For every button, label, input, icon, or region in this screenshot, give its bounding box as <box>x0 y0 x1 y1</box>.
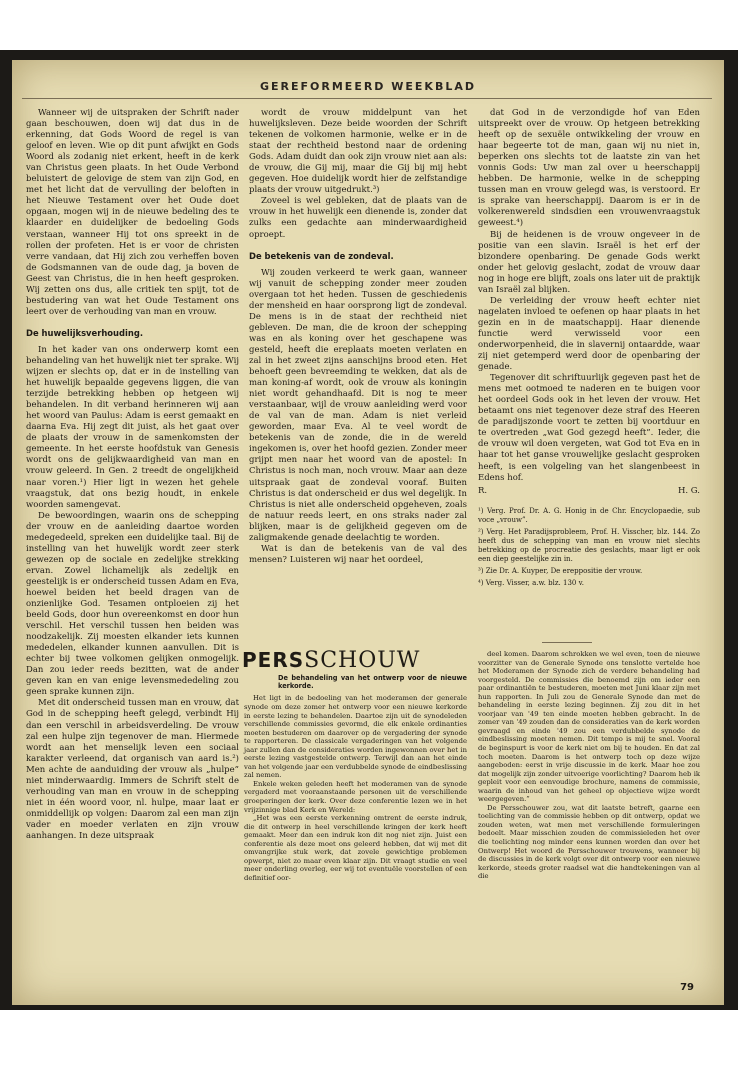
footnote-4: ⁴) Verg. Visser, a.w. blz. 130 v. <box>478 578 584 587</box>
persschouw-title-schouw: SCHOUW <box>304 648 421 673</box>
persschouw-right-paragraph-2: De Persschouwer zou, wat dit laatste betreft, gaarne een toelichting van de commissie hebben op dit ontwerp, opdat we zouden weten, wat men met verschillende formuleringen bedoelt. Maar misschien zouden de commissieleden het over die toelichting nog minder eens kunnen worden dan over het Ontwerp! Het woord de Persschouwer trouwens, wanneer bij de discussies in de kerk volgt over dit ontwerp voor een nieuwe kerkorde, steeds groter raadsel wat die handtekeningen van al die <box>478 803 700 881</box>
col2-heading-zondeval: De betekenis van de zondeval. <box>249 250 394 261</box>
column-1 <box>26 108 239 842</box>
col2-paragraph-2: Zoveel is wel gebleken, dat de plaats van de vrouw in het huwelijk een dienende is, zonder dat zulks een gedachte aan minderwaardigheid oproept. <box>249 196 467 240</box>
col3-paragraph-4: Tegenover dit schriftuurlijk gegeven past het de mens met ootmoed te naderen en te buigen voor het oordeel Gods ook in het leven der vrouw. Het betaamt ons niet tegenover deze straf des Heeren de paradijszonde voort te zetten bij voortduur en te overtreden „wat God gezegd heeft”. Ieder, die de vrouw wil doen vergeten, wat God tot Eva en in haar tot het ganse vrouwelijke geslacht gesproken heeft, is een volgeling van het slangenbeest in Edens hof. <box>478 373 700 483</box>
magazine-page <box>12 60 724 1005</box>
page-header: GEREFORMEERD WEEKBLAD <box>260 80 476 93</box>
col1-paragraph-2: In het kader van ons onderwerp komt een behandeling van het huwelijk niet ter sprake. Wij wijzen er slechts op, dat er in de instelling van het huwelijk bepaalde gegevens liggen, die van terzijde betrekking hebben op hetgeen wij behandelen. In dit verband herinneren wij aan het woord van Paulus: Adam is eerst gemaakt en daarna Eva. Hij zegt dit juist, als het gaat over de plaats der vrouw in de samenkomsten der gemeente. In het eerste hoofdstuk van Genesis wordt ons de gelijkwaardigheid van man en vrouw geleerd. In Gen. 2 treedt de ongelijkheid naar voren.¹) Hier ligt in wezen het gehele vraagstuk, dat ons bezig houdt, in enkele woorden samengevat. <box>26 344 239 510</box>
col2-paragraph-3: Wij zouden verkeerd te werk gaan, wanneer wij vanuit de schepping zonder meer zouden overgaan tot het heden. Tussen de geschiedenis der mensheid en haar oorsprong ligt de zondeval. De mens is in de staat der rechtheid niet gebleven. De man, die de kroon der schepping was en als koning over het geschapene was gesteld, heeft die ereplaats moeten verlaten en zal in het zweet zijns aanschijns brood eten. Het behoeft geen bevreemding te wekken, dat als de man koning-af wordt, ook de vrouw als koningin niet wordt gehandhaafd. Dit is nog te meer verstaanbaar, wijl de vrouw aanleiding werd voor de val van de man. Adam is niet verleid geworden, maar Eva. Al te veel wordt de betekenis van de zonde, die in de wereld ingekomen is, over het hoofd gezien. Zonder meer grijpt men naar het woord van de apostel: In Christus is noch man, noch vrouw. Maar aan deze uitspraak gaat de zondeval vooraf. Buiten Christus is dat onderscheid er dus wel degelijk. In Christus is niet alle onderscheid opgeheven, zoals de natuur reeds leert, en ons straks nader zal blijken, maar is de gelijkheid gegeven om de zaligmakende genade deelachtig te worden. <box>249 267 467 543</box>
col1-paragraph-1: Wanneer wij de uitspraken der Schrift nader gaan beschouwen, doen wij dat dus in de erkenning, dat Gods Woord de regel is van geloof en leven. Wie op dit punt afwijkt en Gods Woord als zodanig niet erkent, heeft in de kerk van Christus geen plaats. In het Oude Verbond beluistert de gelovige de stem van zijn God, en met het licht dat de vervulling der beloften in het Nieuwe Testament over het Oude doet opgaan, mogen wij in de nieuwe bedeling des te klaarder en duidelijker de bedoeling Gods verstaan, wanneer Hij tot ons spreekt in de rollen der profeten. Het is er voor de christen verre vandaan, dat Hij zich zou verheffen boven de Godsmannen van de oude dag, ja boven de Geest van Christus, die in hen heeft gesproken. Wij zetten ons dus, alle critiek ten spijt, tot de bestudering van wat het Oude Testament ons leert over de verhouding van man en vrouw. <box>26 108 239 317</box>
header-rule <box>22 98 712 99</box>
persschouw-left-paragraph-3: „Het was een eerste verkenning omtrent de eerste indruk, die dit ontwerp in heel verschillende kringen der kerk heeft gemaakt. Meer dan een indruk kon dit nog niet zijn. Juist een conferentie als deze moet ons geleerd hebben, dat wij met dit omvangrijke stuk werk, dat zovele gewichtige problemen opwerpt, niet zo maar even klaar zijn. Dit vraagt studie en veel meer onderling overleg, eer wij tot eventuële voorstellen of een definitief oor- <box>244 814 467 882</box>
signature-line <box>478 486 700 497</box>
persschouw-title-pers: PERS <box>242 648 305 672</box>
col2-paragraph-1: wordt de vrouw middelpunt van het huwelijksleven. Deze beide woorden der Schrift tekenen de volkomen harmonie, welke er in de staat der rechtheid bestond naar de ordening Gods. Adam duidt dan ook zijn vrouw niet aan als: de vrouw, die Gij mij, maar die Gij bij mij hebt gegeven. Hoe duidelijk wordt hier de zelfstandige plaats der vrouw uitgedrukt.³) <box>249 108 467 196</box>
footnotes <box>478 507 700 588</box>
persschouw-subhead: De behandeling van het ontwerp voor de nieuwe kerkorde. <box>278 674 467 691</box>
col1-heading-huwelijksverhouding: De huwelijksverhouding. <box>26 327 144 338</box>
persschouw-right-paragraph-1: deel komen. Daarom schrokken we wel even, toen de nieuwe voorzitter van de Generale Synode ons tenslotte vertelde hoe het Moderamen der Synode zich de verdere behandeling had voorgesteld. De commissies die benoemd zijn om ieder een paar ordinantiën te bestuderen, moeten met Juni klaar zijn met hun rapporten. In Juli zou de Generale Synode dan met de behandeling in eerste lezing beginnen. Zij zou dit in het voorjaar van '49 ten einde moeten hebben gebracht. In de zomer van '49 zouden dan de consideraties van de kerk worden gevraagd en einde '49 zou een verdubbelde synode de eindbeslissing moeten nemen. Dit tempo is mij te snel. Vooral de beginspurt is voor de kerk niet om bij te houden. En dat zal toch moeten. Daarom is het ontwerp toch op deze wijze aangeboden: eerst in vrije discussie in de kerk. Maar hoe zou dat mogelijk zijn zonder uitvoerige voorlichting? Daarom heb ik gepleit voor een eenvoudige brochure, namens de commissie, waarin de inhoud van het geheel op objectieve wijze wordt weergegeven.” <box>478 650 700 804</box>
col1-paragraph-4: Met dit onderscheid tussen man en vrouw, dat God in de schepping heeft gelegd, verbindt Hij dan een verschil in arbeidsverdeling. De vrouw zal een hulpe zijn tegenover de man. Hiermede wordt aan het menselijk leven een sociaal karakter verleend, dat organisch van aard is.²) Men achte de aanduiding der vrouw als „hulpe” niet minderwaardig. Immers de Schrift stelt de verhouding van man en vrouw in de schepping niet in één woord voor, nl. hulpe, maar laat er onmiddellijk op volgen: Daarom zal een man zijn vader en moeder verlaten en zijn vrouw aanhangen. In deze uitspraak <box>26 698 239 841</box>
signature-right: H. G. <box>677 485 700 496</box>
persschouw-right-column <box>478 650 700 881</box>
column-2 <box>249 108 467 566</box>
column-3 <box>478 108 700 591</box>
col1-paragraph-3: De bewoordingen, waarin ons de schepping der vrouw en de aanleiding daartoe worden medegedeeld, spreken een duidelijke taal. Bij de instelling van het huwelijk wordt zeer sterk gewezen op de sociale en zedelijke strekking ervan. Zowel lichamelijk als zedelijk en geestelijk is er onderscheid tussen Adam en Eva, hoewel beiden het beeld dragen van de onzienlijke God. Tesamen ontploeien zij het beeld Gods, door hun overeenkomst en door hun verschil. Het verschil tussen hen beiden was noodzakelijk. Zij moesten elkander iets kunnen mededelen, elkander kunnen aanvullen. Dit is echter bij twee volkomen gelijken onmogelijk. Dan zou ieder reeds bezitten, wat de ander geven kan en van enige levensmededeling zou geen sprake kunnen zijn. <box>26 510 239 698</box>
footnote-1: ¹) Verg. Prof. Dr. A. G. Honig in de Chr. Encyclopaedie, sub voce „vrouw”. <box>478 506 700 524</box>
col3-paragraph-1: dat God in de verzondigde hof van Eden uitspreekt over de vrouw. Op hetgeen betrekking heeft op de sexuële ontwikkeling der vrouw en haar begeerte tot de man, gaan wij nu niet in, beperken ons slechts tot de laatste zin van het vonnis Gods: Uw man zal over u heerschappij hebben. De harmonie, welke in de schepping tussen man en vrouw gelegd was, is verstoord. Er is sprake van heerschappij. Daarom is er in de volkerenwereld sindsdien een vrouwenvraagstuk geweest.⁴) <box>478 108 700 229</box>
section-divider <box>542 642 592 643</box>
page-number: 79 <box>680 982 694 993</box>
persschouw-left-paragraph-2: Enkele weken geleden heeft het moderamen van de synode vergaderd met vooraanstaande personen uit de verschillende groeperingen der kerk. Over deze conferentie lezen we in het vrijzinnige blad Kerk en Wereld: <box>244 779 467 814</box>
col3-paragraph-2: Bij de heidenen is de vrouw ongeveer in de positie van een slavin. Israël is het erf der bizondere openbaring. De genade Gods werkt onder het gelovig geslacht, zodat de vrouw daar nog in hoge ere blijft, zoals ons later uit de praktijk van Israël zal blijken. <box>478 229 700 295</box>
persschouw-left-paragraph-1: Het ligt in de bedoeling van het moderamen der generale synode om deze zomer het ontwerp voor een nieuwe kerkorde in eerste lezing te behandelen. Daartoe zijn uit de synodeleden verschillende commissies gevormd, die elk enkele ordinanties moeten bestuderen om daarover op de vergadering der synode te rapporteren. De classicale vergaderingen van het volgende jaar zullen dan de consideraties worden ingewonnen over het in eerste lezing vastgestelde ontwerp. Terwijl dan aan het einde van het volgende jaar een verdubbelde synode de eindbeslissing zal nemen. <box>244 694 467 780</box>
footnote-3: ³) Zie Dr. A. Kuyper, De ereppositie der vrouw. <box>478 566 643 575</box>
col2-paragraph-4: Wat is dan de betekenis van de val des mensen? Luisteren wij naar het oordeel, <box>249 543 467 565</box>
signature-left: R. <box>478 485 488 496</box>
col3-paragraph-3: De verleiding der vrouw heeft echter niet nagelaten invloed te oefenen op haar plaats in het gezin en in de maatschappij. Haar dienende functie werd verwisseld voor een onderworpenheid, die in slavernij ontaardde, waar zij niet getemperd werd door de openbaring der genade. <box>478 295 700 373</box>
persschouw-left-column <box>244 674 467 882</box>
footnote-2: ²) Verg. Het Paradijsprobleem, Prof. H. Visscher, blz. 144. Zo heeft dus de schepping van man en vrouw niet slechts betrekking op de procreatie des geslachts, maar ligt er ook een diep geestelijke zin in. <box>478 527 700 563</box>
